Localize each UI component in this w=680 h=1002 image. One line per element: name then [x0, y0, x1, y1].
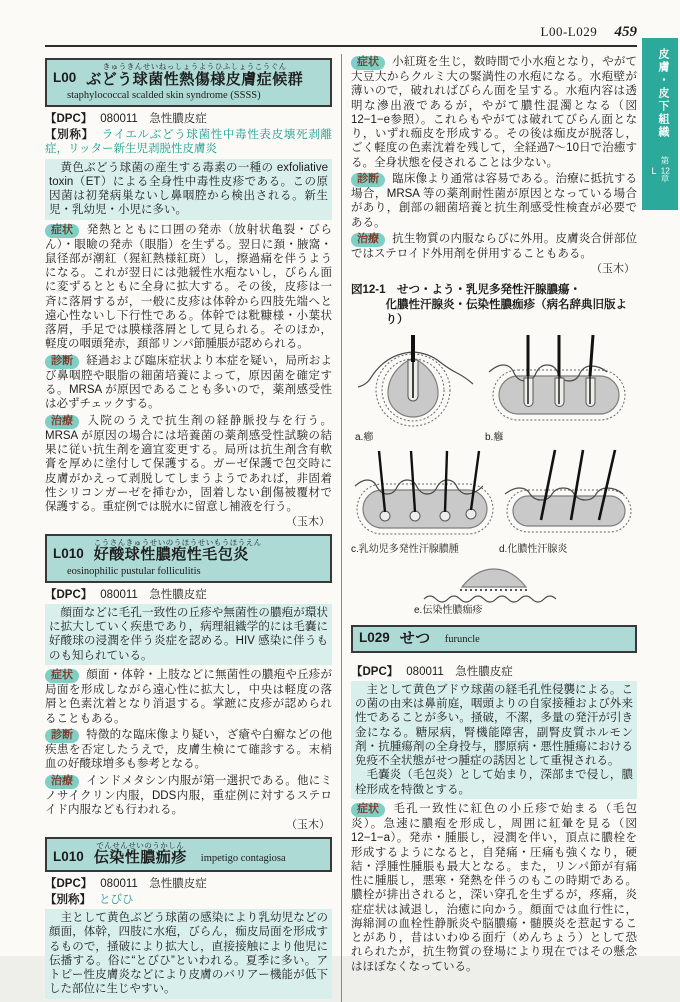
dpc-label: 【DPC】: [45, 112, 93, 125]
symptom-paragraph: [45, 223, 332, 352]
diagnosis-paragraph: [45, 354, 332, 412]
diagnosis-badge: 診断: [45, 355, 79, 369]
figure-label-a: a.癤: [355, 431, 374, 443]
alias-line: [45, 128, 332, 157]
dpc-label: 【DPC】: [45, 588, 93, 601]
summary-text-1: 主として黄色ブドウ球菌の経毛孔性侵襲による。この菌の由来は鼻前庭，咽頭よりの自家接種および外来性であることが多い。掻破，不潔，多量の発汗が引き金になる。糖尿病，腎機能障害，副腎皮質ホルモン剤・抗腫瘍剤の全身投与，膠原病・悪性腫瘍における免疫不全状態がせつ腫症の誘因として重視される。: [355, 683, 633, 768]
hidradenitis-diagram-icon: [499, 448, 639, 544]
left-column: [45, 54, 341, 1002]
summary-text: 主として黄色ぶどう球菌の感染により乳幼児などの顔面，体幹，四肢に水疱，びらん，痂皮局面を形成するもので，掻破により拡大し，直接接触により他児に伝播する。俗に“とびひ”といわれる。夏季に多い。アトピー性皮膚炎などにより皮膚のバリアー機能が低下した部位に生じやすい。: [49, 912, 328, 996]
symptom-text: 顔面・体幹・上肢などに無菌性の膿疱や丘疹が局面を形成しながら遠心性に拡大し，中央は軽度の落屑と色素沈着となり消退する。掌蹠に皮疹が認められることもある。: [45, 668, 332, 725]
diagnosis-paragraph: [45, 728, 332, 772]
treatment-paragraph: [45, 774, 332, 818]
disease-title-en: furuncle: [444, 633, 480, 645]
summary-text-2: 毛嚢炎（毛包炎）として始まり，深部まで侵し，膿栓形成を特徴とする。: [355, 769, 633, 796]
summary-box: [351, 681, 637, 799]
page-number: 459: [614, 24, 637, 40]
disease-title-en: staphylococcal scalded skin syndrome (SSSS): [67, 89, 261, 101]
symptom-text: 毛孔一致性に紅色の小丘疹で始まる（毛包炎）。急速に膿疱を形成し，周囲に紅暈を見る（図12−1−a）。発赤・腫脹し，浸潤を伴い，頂点に膿栓を形成するようになると，自発痛・圧痛も強くなり，硬結・浮腫性腫脹も最大となる。また，リンパ節が有痛性に腫脹し，悪寒・発熱を伴うのもこの時期である。膿栓が排出されると，深い穿孔を生ずるが，疼痛，炎症症状は減退し，治癒に向かう。顔面では血行性に，海綿洞の血栓性静脈炎や脳膿瘍・髄膜炎を惹起することがあり，昔はいわゆる面疔（めんちょう）として恐れられたが，抗生物質の登場により現在ではその懸念はほぼなくなっている。: [351, 802, 637, 973]
dpc-value: 080011 急性膿皮症: [406, 665, 513, 678]
summary-box: [45, 159, 332, 220]
dpc-label: 【DPC】: [45, 877, 93, 890]
chapter-tab-title: 皮膚・皮下組織: [657, 48, 669, 139]
symptom-paragraph: [351, 55, 637, 170]
dpc-value: 080011 急性膿皮症: [100, 877, 207, 890]
figure-label-e: e.伝染性膿痂疹: [414, 604, 483, 616]
alias-label: 【別称】: [45, 129, 94, 142]
figure-panel-d: [499, 448, 639, 560]
chapter-tab-number: 第12章 L: [649, 156, 670, 184]
disease-code: L00: [53, 70, 77, 86]
figure-label-d: d.化膿性汗腺炎: [499, 544, 568, 556]
symptom-badge: 症状: [45, 669, 79, 683]
chapter-side-tab: [642, 38, 678, 210]
summary-text: 黄色ぶどう球菌の産生する毒素の一種の exfoliative toxin（ET）による全身性中毒性皮疹である。この原因菌は初発病巣ないし鼻咽腔から検出される。新生児・乳幼児・小児に多い。: [49, 161, 328, 217]
symptom-badge: 症状: [351, 56, 385, 70]
author-credit: （玉木）: [591, 263, 635, 276]
dpc-line: [45, 112, 332, 126]
figure-panel-e: [414, 561, 574, 621]
dpc-line: [351, 665, 637, 679]
right-column: [341, 54, 637, 1002]
symptom-paragraph: [351, 802, 637, 974]
diagnosis-text: 臨床像より通常は容易である。治療に抵抗する場合，MRSA 等の薬剤耐性菌が原因となっている場合があり，創部の細菌培養と抗生剤感受性検査が必要である。: [351, 172, 637, 229]
treatment-text: インドメタシン内服が第一選択である。他にミノサイクリン内服，DDS内服，重症例に対するステロイド内服なども行われる。: [45, 774, 332, 817]
disease-title: せつ: [399, 630, 431, 648]
symptom-badge: 症状: [45, 224, 79, 238]
disease-code: L029: [359, 629, 390, 645]
figure-panel-a: [355, 332, 477, 448]
author-credit: （玉木）: [286, 516, 330, 529]
treatment-badge: 治療: [351, 233, 385, 247]
symptom-paragraph: [45, 668, 332, 726]
treatment-text: 入院のうえで抗生剤の経静脈投与を行う。MRSA が原因の場合には培養菌の薬剤感受性試験の結果に従い抗生剤を適宜変更する。局所は抗生剤含有軟膏を厚めに塗付して保護する。ガーゼ保護で包交時に皮膚がかえって剥脱してしまうようであれば，非固着性シリコンガーゼを挿むか，固着しない創傷被覆材で保護する。重症例では脱水に留意し補液を行う。: [45, 414, 332, 514]
figure-caption: 図12-1 せつ・よう・乳児多発性汗腺膿瘍・ 化膿性汗腺炎・伝染性膿痂疹（病名辞典旧版より）: [351, 283, 627, 326]
disease-code: L010: [53, 848, 84, 864]
treatment-paragraph: [351, 232, 637, 261]
disease-code: L010: [53, 545, 84, 561]
chapter-tab-letter: L: [649, 166, 659, 177]
diagnosis-badge: 診断: [351, 173, 385, 187]
diagnosis-text: 特徴的な臨床像より疑い，ざ瘡や白癬などの他疾患を否定したうえで，皮膚生検にて確診する。末梢血の好酸球増多も参考となる。: [45, 728, 332, 771]
symptom-badge: 症状: [351, 803, 385, 817]
summary-box: [45, 909, 332, 999]
diagnosis-paragraph: [351, 172, 637, 230]
summary-box: [45, 604, 332, 665]
author-credit: （玉木）: [286, 819, 330, 832]
diagnosis-badge: 診断: [45, 729, 79, 743]
dpc-line: [45, 588, 332, 602]
treatment-paragraph: [45, 414, 332, 515]
sweat-gland-abscess-diagram-icon: [351, 448, 499, 544]
figure-panel-c: [351, 448, 499, 560]
furuncle-diagram-icon: [355, 332, 477, 432]
running-head: [45, 24, 637, 41]
figure-12-1: [351, 283, 637, 621]
treatment-badge: 治療: [45, 775, 79, 789]
disease-box-impetigo: [45, 837, 332, 872]
disease-title-en: impetigo contagiosa: [200, 852, 286, 864]
dpc-line: [45, 877, 332, 891]
disease-title: ぶどう球菌性熱傷様皮膚症候群: [86, 70, 304, 88]
dpc-label: 【DPC】: [351, 665, 399, 678]
treatment-text: 抗生物質の内服ならびに外用。皮膚炎合併部位ではステロイド外用剤を併用することもある。: [351, 232, 637, 261]
figure-label-c: c.乳幼児多発性汗腺膿腫: [351, 544, 459, 556]
alias-value: とびひ: [99, 893, 134, 906]
alias-value: ライエルぶどう球菌性中毒性表皮壊死剥離症，リッター新生児剥脱性皮膚炎: [45, 129, 332, 156]
symptom-text: 発熱とともに口囲の発赤（放射状亀裂・びらん）・眼瞼の発赤（眼脂）を生ずる。翌日に頚・腋窩・鼠径部が潮紅（猩紅熱様紅斑）し，擦過痛を伴うようになる。これが翌日には弛緩性水疱ないし，びらん面に変ずるとともに全身に拡大する。その後，皮疹は一斉に落屑するが，一般に皮疹は体幹から四肢先端へと遠心性ないし下行性である。体幹では粃糠様・小葉状落屑，手足では膜様落屑として見られる。そのほか，軽度の咽頭発赤，頚部リンパ節腫脹が認められる。: [45, 223, 332, 351]
treatment-badge: 治療: [45, 415, 79, 429]
figure-panel-b: [485, 332, 633, 448]
impetigo-diagram-icon: [414, 561, 574, 605]
dpc-value: 080011 急性膿皮症: [100, 112, 207, 125]
disease-title: 好酸球性膿疱性毛包炎: [93, 546, 249, 564]
disease-furigana: こうさんきゅうせいのうほうせいもうほうえん: [93, 537, 262, 547]
disease-furigana: でんせんせいのうかしん: [96, 840, 185, 850]
header-rule: [45, 45, 637, 47]
dpc-value: 080011 急性膿皮症: [100, 588, 207, 601]
diagnosis-text: 経過および臨床症状より本症を疑い，局所および鼻咽腔や眼脂の細菌培養によって，原因菌を確定する。MRSA が原因であることも多いので，薬剤感受性は必ずチェックする。: [45, 354, 332, 411]
figure-label-b: b.癰: [485, 431, 504, 443]
disease-furigana: きゅうきんせいねっしょうようひふしょうこうぐん: [102, 62, 287, 71]
summary-text: 顔面などに毛孔一致性の丘疹や無菌性の膿疱が環状に拡大していく疾患であり，病理組織学的には毛嚢に好酸球の浸潤を伴う炎症を認める。HIV 感染に伴うものも知られている。: [49, 606, 328, 662]
carbuncle-diagram-icon: [485, 332, 633, 432]
disease-title-en: eosinophilic pustular folliculitis: [67, 565, 201, 577]
two-column-body: [45, 54, 637, 1002]
disease-title: 伝染性膿痂疹: [93, 849, 187, 867]
alias-label: 【別称】: [45, 893, 91, 906]
symptom-text: 小紅斑を生じ，数時間で小水疱となり，やがて大豆大からクルミ大の緊満性の水疱になる。水疱壁が薄いので，破れればびらん面を呈する。水疱内容は透明な滲出液であるが，やがて膿性混濁となる（図12−1−e参照）。これらもやがては破れてびらん面となり，いずれ痂皮を形成する。その後は痂皮が脱落し，ごく軽度の色素沈着を残して，全経過7～10日で治癒する。全身状態を侵されることは少ない。: [351, 56, 637, 169]
disease-box-ssss: [45, 58, 332, 107]
alias-line: [45, 893, 332, 907]
disease-box-furuncle: [351, 625, 637, 653]
code-range: L00-L029: [540, 24, 598, 39]
disease-box-epf: [45, 534, 332, 583]
